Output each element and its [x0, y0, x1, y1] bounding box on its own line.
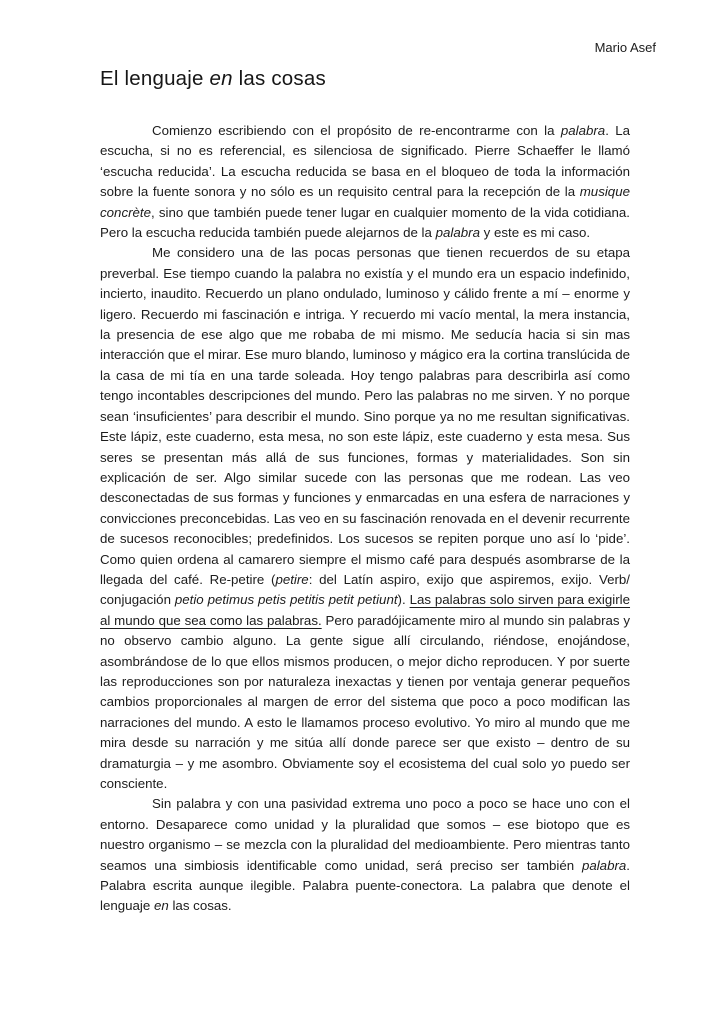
- italic-text: musique concrète: [100, 184, 630, 220]
- paragraph: [100, 794, 630, 916]
- text-run: . Palabra escrita aunque ilegible. Palabra puente-conectora. La palabra que denote el lenguaje: [100, 857, 630, 914]
- italic-text: en: [209, 67, 233, 90]
- text-run: las cosas.: [168, 898, 232, 914]
- page-title: [100, 66, 326, 92]
- text-run: El lenguaje: [100, 67, 210, 90]
- italic-text: palabra: [435, 225, 480, 241]
- text-run: . La escucha, si no es referencial, es silenciosa de significado. Pierre Schaeffer le llamó ‘escucha reducida’. La escucha reducida se basa en el bloqueo de toda la información sobre la fuente sonora y no sólo es un requisito central para la recepción de la: [100, 123, 631, 200]
- document-body: [100, 121, 630, 917]
- text-run: Me considero una de las pocas personas que tienen recuerdos de su etapa preverbal. Ese tiempo cuando la palabra no existía y el mundo era un espacio indefinido, incierto, inaudito. Recuerdo un plano ondulado, luminoso y cálido frente a mí – enorme y ligero. Recuerdo mi fascinación e intriga. Y recuerdo mi vacío mental, la mera instancia, la presencia de ese algo que me robaba de mi mismo. Me seducía hacia si sin mas interacción que el mirar. Ese muro blando, luminoso y mágico era la cortina translúcida de la casa de mi tía en una tarde soleada. Hoy tengo palabras para describirla así como tengo incontables descripciones del mundo. Pero las palabras no me sirven. Y no porque sean ‘insuficientes’ para describir el mundo. Sino porque ya no me resultan significativas. Este lápiz, este cuaderno, esta mesa, no son este lápiz, este cuaderno y esta mesa. Sus seres se presentan más allá de sus funciones, formas y materialidades. Son sin explicación de ser. Algo similar sucede con las personas que me rodean. Las veo desconectadas de sus formas y funciones y enmarcadas en una esfera de narraciones y convicciones preconcebidas. Las veo en su fascinación renovada en el devenir recurrente de sucesos reconocibles; predefinidos. Los sucesos se repiten porque uno así lo ‘pide’. Como quien ordena al camarero siempre el mismo café para después asombrarse de la llegada del café. Re-petire (: [100, 245, 630, 587]
- text-run: Sin palabra y con una pasividad extrema uno poco a poco se hace uno con el entorno. Desaparece como unidad y la pluralidad que somos – ese biotopo que es nuestro organismo – se mezcla con la pluralidad del medioambiente. Pero mientras tanto seamos una simbiosis identificable como unidad, será preciso ser también: [100, 796, 630, 873]
- author-name: Mario Asef: [594, 40, 656, 55]
- italic-text: petire: [275, 571, 309, 587]
- text-run: : del Latín aspiro, exijo que aspiremos, exijo. Verb/ conjugación: [100, 571, 630, 608]
- underlined-text: Las palabras solo sirven para exigirle al mundo que sea como las palabras.: [100, 592, 631, 628]
- text-run: , sino que también puede tener lugar en cualquier momento de la vida cotidiana. Pero la escucha reducida también puede alejarnos de la: [100, 204, 630, 241]
- text-run: y este es mi caso.: [479, 225, 591, 241]
- text-run: las cosas: [232, 67, 326, 90]
- text-run: ).: [397, 592, 410, 608]
- italic-text: palabra: [560, 123, 606, 138]
- italic-text: palabra: [581, 857, 627, 873]
- text-run: Pero paradójicamente miro al mundo sin palabras y no observo cambio alguno. La gente sigue allí circulando, riéndose, enojándose, asombrándose de lo que ellos mismos producen, o mejor dicho reproducen. Y por suerte las reproducciones son por naturaleza inexactas y tienen por ventaja generar pequeños cambios proporcionales al margen de error del sistema que poco a poco modifican las narraciones del mundo. A esto le llamamos proceso evolutivo. Yo miro al mundo que me mira desde su narración y me sitúa allí donde parece ser que existo – dentro de su dramaturgia – y me asombro. Obviamente soy el ecosistema del cual solo yo puedo ser consciente.: [100, 612, 631, 791]
- text-run: Comienzo escribiendo con el propósito de re-encontrarme con la: [152, 123, 561, 138]
- paragraph: [100, 121, 630, 243]
- italic-text: en: [153, 898, 169, 914]
- italic-text: petio petimus petis petitis petit petiunt: [174, 592, 398, 608]
- paragraph: [100, 243, 630, 794]
